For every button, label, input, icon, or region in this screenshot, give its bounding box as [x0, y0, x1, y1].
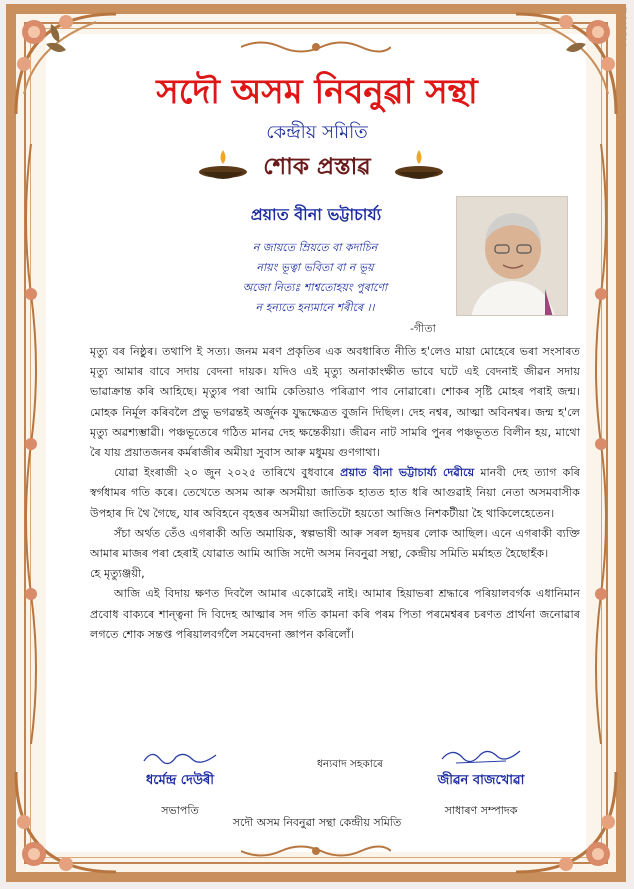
committee-subtitle: কেন্দ্ৰীয় সমিতি — [266, 122, 368, 143]
verse-line: অজো নিত্যঃ শাশ্বতোহয়ং পুৰাণো — [242, 281, 388, 294]
president-signature-block — [120, 745, 240, 821]
body-text-segment: যোৱা ইংৰাজী ২০ জুন ২০২৫ তাৰিখে বুধবাৰে — [114, 466, 341, 480]
verse-source: -গীতা — [410, 322, 436, 335]
body-paragraph: আজি এই বিদায় ক্ষণত দিবলৈ আমাৰ একোৱেই নাই। আমাৰ হিয়াভৰা শ্ৰদ্ধাৰে পৰিয়ালবৰ্গক এধানিমান প্ৰবোধ বাক্যৰে শান্ত্বনা দি বিদেহ আত্মাৰ সদ গতি কামনা কৰি পৰম পিতা পৰমেশ্বৰৰ চৰণত প্ৰাৰ্থনা জনোৱাৰ লগতে শোক সন্তপ্ত পৰিয়ালবৰ্গলৈ সমবেদনা জ্ঞাপন কৰিলোঁ। — [90, 587, 580, 641]
floral-vine-icon — [16, 144, 46, 744]
president-name: ধৰ্মেন্দ্ৰ দেউৰী — [145, 773, 215, 788]
organization-title: সদৌ অসম নিবনুৱা সন্থা — [156, 72, 478, 112]
signature-scribble-icon — [140, 745, 220, 769]
body-paragraph: সঁচা অৰ্থত তেঁও এগৰাকী অতি অমায়িক, স্বল্পভাষী আৰু সৰল হৃদয়ৰ লোক আছিল। এনে এগৰাকী ব্যক্তি আমাৰ মাজৰ পৰা হেৰাই যোৱাত আমি আজি সদৌ অসম নিবনুৱা সন্থা, কেন্দ্ৰীয় সমিতি মৰ্মাহত হৈছোহঁক। — [90, 526, 580, 561]
oil-lamp-icon — [392, 148, 446, 184]
decorative-ornament-icon — [241, 38, 391, 56]
floral-vine-icon — [586, 144, 616, 744]
signature-row — [90, 745, 580, 825]
thanks-note: ধন্যবাদ সহকাৰে — [317, 758, 383, 770]
secretary-name: জীৱন বাজখোৱা — [437, 773, 525, 788]
decorative-ornament-icon — [241, 842, 391, 860]
verse-line: ন হন্যতে হন্যমানে শৰীৰে ।। — [255, 301, 375, 314]
condolence-body — [90, 342, 580, 645]
secretary-title: সাধাৰণ সম্পাদক — [444, 804, 518, 817]
deceased-photo — [456, 196, 568, 316]
footer-organization: সদৌ অসম নিবনুৱা সন্থা কেন্দ্ৰীয় সমিতি — [232, 816, 402, 829]
president-title: সভাপতি — [161, 804, 199, 817]
body-paragraph: মৃত্যু বৰ নিষ্ঠুৰ। তথাপি ই সত্য। জনম মৰণ প্ৰকৃতিৰ এক অবধাৰিত নীতি হ'লেও মায়া মোহেৰে ভৰা সংসাৰত মৃত্যু আমাৰ বাবে সদায় বেদনা দায়ক। যদিও এই মৃত্যু অনাকাংক্ষীত ভাবে ঘটে এই বেদনাই জীৱন সদায় ভাৱাক্ৰান্ত কৰি আহিছে। মৃত্যুৰ পৰা আমি কেতিয়াও পৰিত্ৰাণ পাব নোৱাৰো। শোকৰ সৃষ্টি মোহৰ পৰাই জন্ম। মোহক নিৰ্মূল কৰিবলৈ প্ৰভু ভগৱন্তই অৰ্জুনক যুদ্ধক্ষেত্ৰত বুজনি দিছিল। দেহ নশ্বৰ, আত্মা অবিনশ্বৰ। জন্ম হ'লে মৃত্যু অৱশ্যম্ভাৱী। পঞ্চভূতেৰে গঠিত মানৱ দেহ ক্ষন্তেকীয়া। জীৱন নাট সামৰি পুনৰ পঞ্চভূতত বিলীন হয়, মাথো ৰৈ যায় প্ৰয়াতজনৰ কৰ্মৰাজীৰ অমীয়া সুবাস আৰু মধুময় গুণগাথা। — [90, 345, 580, 460]
secretary-signature-block — [406, 745, 556, 821]
deceased-name-heading: প্ৰয়াত বীনা ভট্টাচাৰ্য্য — [250, 205, 382, 224]
body-paragraph — [90, 463, 580, 524]
verse-line: নায়ং ভূত্বা ভবিতা বা ন ভূয় — [256, 261, 374, 274]
gita-verses — [160, 238, 470, 318]
deceased-name-inline: প্ৰয়াত বীনা ভট্টাচাৰ্য্য দেৱীয়ে — [340, 466, 475, 480]
salutation: হে মৃত্যুঞ্জয়ী, — [90, 567, 145, 581]
condolence-heading: শোক প্ৰস্তাৱ — [263, 154, 371, 180]
signature-scribble-icon — [436, 745, 526, 769]
body-text-segment: মানবী দেহ ত্যাগ কৰি স্বৰ্গধামৰ গতি কৰে। তেখেতে অসম আৰু অসমীয়া জাতিক হাতত হাত ধৰি আগুৱাই নিয়া নেতা অসমবাসীক উপহাৰ দি থৈ গৈছে, যাৰ অবিহনে বৃহত্তৰ অসমীয়া জাতিটো হয়তো আজিও নিশকটীয়া হৈ থাকিলেহেতেন। — [90, 466, 580, 520]
verse-line: ন জায়তে ম্ৰিয়তে বা কদাচিন — [252, 241, 378, 254]
